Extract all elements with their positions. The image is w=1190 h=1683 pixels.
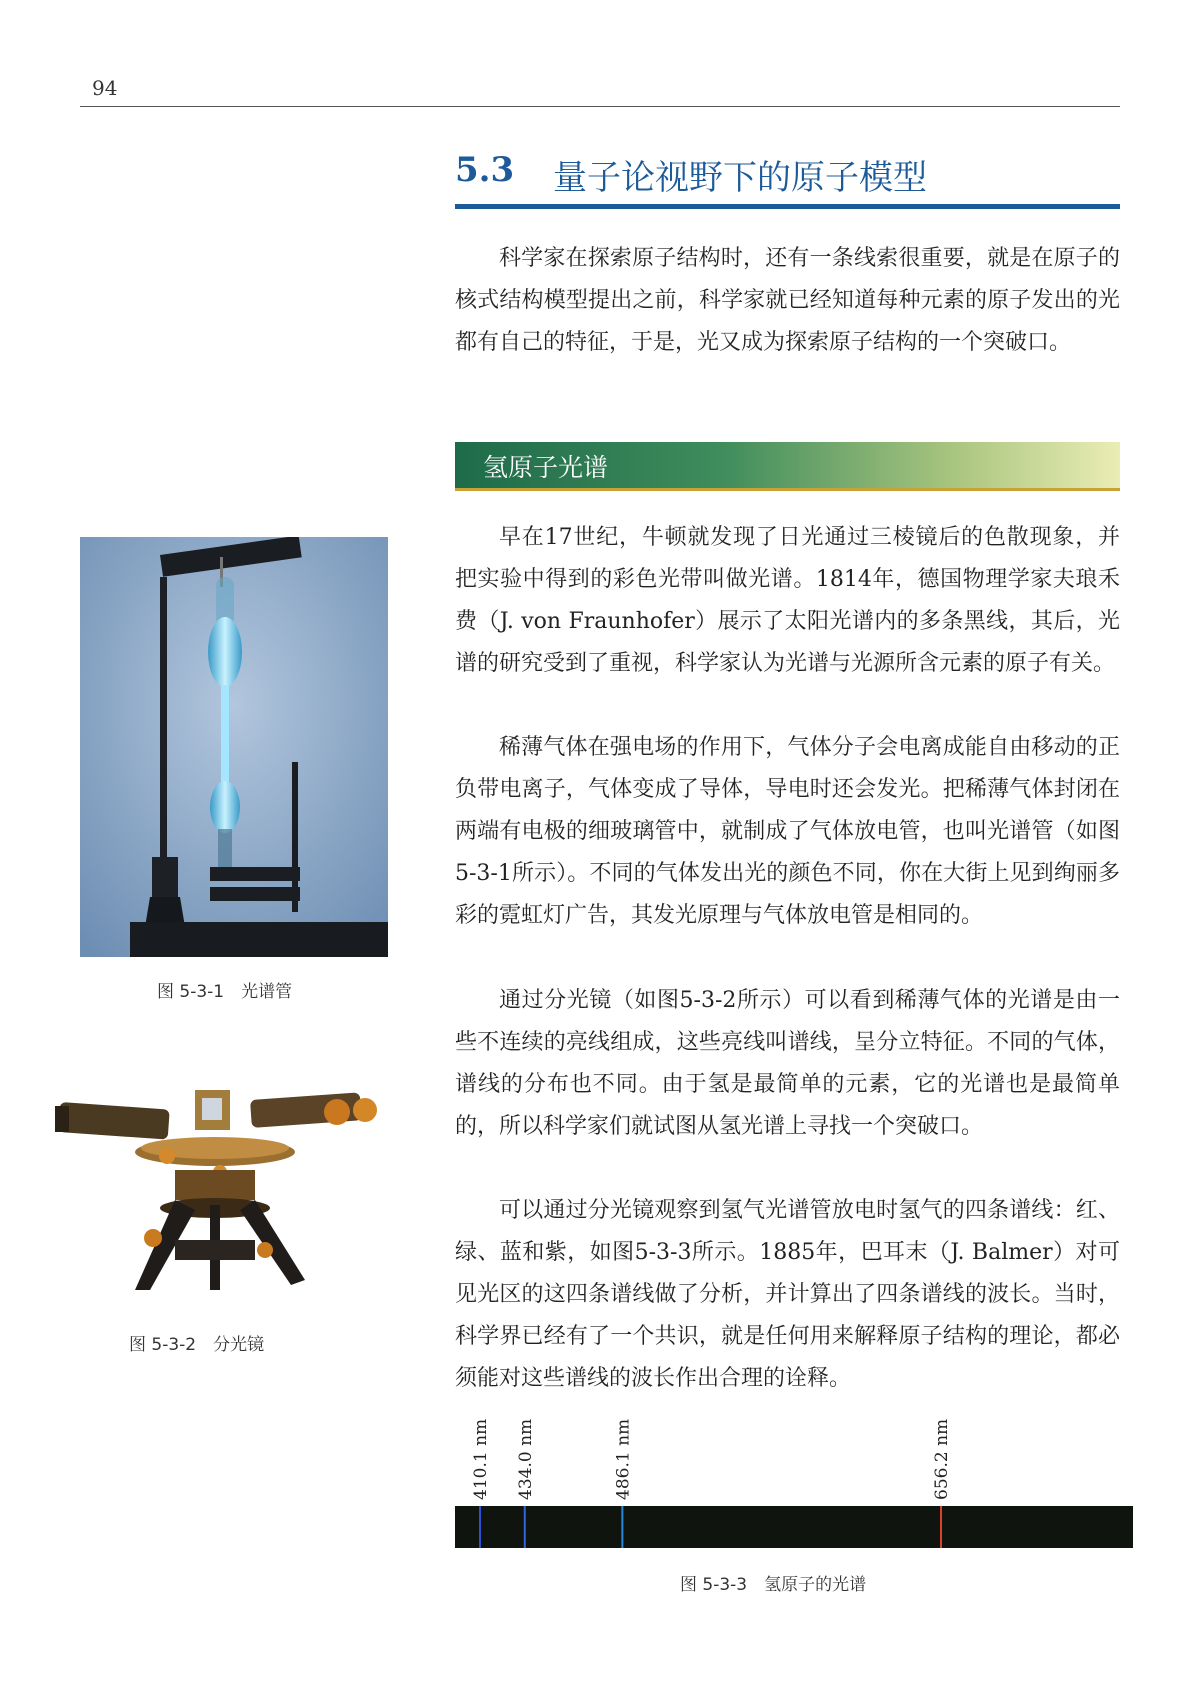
subsection-underline <box>455 488 1120 491</box>
section-heading <box>455 148 1120 208</box>
body-paragraph-1: 早在17世纪，牛顿就发现了日光通过三棱镜后的色散现象，并把实验中得到的彩色光带叫做光谱。1814年，德国物理学家夫琅禾费（J. von Fraunhofer）展示了太阳光谱内的多条黑线，其后，光谱的研究受到了重视，科学家认为光谱与光源所含元素的原子有关。 <box>455 525 1120 676</box>
section-number: 5.3 <box>455 150 515 190</box>
subsection-title: 氢原子光谱 <box>483 453 609 482</box>
spectral-line-1 <box>479 1506 481 1548</box>
page-number: 94 <box>92 76 118 100</box>
section-title: 量子论视野下的原子模型 <box>553 158 927 198</box>
spectroscope-photo <box>55 1090 385 1315</box>
spectrum-tube-illustration <box>80 537 388 957</box>
body-paragraph-3: 通过分光镜（如图5-3-2所示）可以看到稀薄气体的光谱是由一些不连续的亮线组成，这些亮线叫谱线，呈分立特征。不同的气体，谱线的分布也不同。由于氢是最简单的元素，它的光谱也是最简单的，所以科学家们就试图从氢光谱上寻找一个突破口。 <box>455 988 1120 1139</box>
spectral-line-label-4: 656.2 nm <box>932 1418 952 1500</box>
spectral-line-3 <box>621 1506 623 1548</box>
intro-paragraph: 科学家在探索原子结构时，还有一条线索很重要，就是在原子的核式结构模型提出之前，科学家就已经知道每种元素的原子发出的光都有自己的特征，于是，光又成为探索原子结构的一个突破口。 <box>455 246 1120 355</box>
body-paragraph-2: 稀薄气体在强电场的作用下，气体分子会电离成能自由移动的正负带电离子，气体变成了导体，导电时还会发光。把稀薄气体封闭在两端有电极的细玻璃管中，就制成了气体放电管，也叫光谱管（如图5-3-1所示）。不同的气体发出光的颜色不同，你在大街上见到绚丽多彩的霓虹灯广告，其发光原理与气体放电管是相同的。 <box>455 735 1120 928</box>
hydrogen-spectrum-figure <box>455 1412 1133 1552</box>
spectrum-band <box>455 1506 1133 1548</box>
figure-2-caption: 图 5-3-2 分光镜 <box>129 1335 265 1355</box>
body-paragraph-4: 可以通过分光镜观察到氢气光谱管放电时氢气的四条谱线：红、绿、蓝和紫，如图5-3-3所示。1885年，巴耳末（J. Balmer）对可见光区的这四条谱线做了分析，并计算出了四条谱线的波长。当时，科学界已经有了一个共识，就是任何用来解释原子结构的理论，都必须能对这些谱线的波长作出合理的诠释。 <box>455 1198 1120 1391</box>
subsection-heading <box>455 442 1120 488</box>
spectral-line-label-3: 486.1 nm <box>613 1418 634 1500</box>
spectroscope-illustration <box>55 1090 385 1315</box>
spectral-line-2 <box>524 1506 526 1548</box>
spectral-line-label-1: 410.1 nm <box>471 1418 491 1500</box>
hydrogen-spectrum-chart <box>455 1412 1133 1552</box>
header-divider <box>80 106 1120 107</box>
figure-3-caption: 图 5-3-3 氢原子的光谱 <box>680 1575 867 1595</box>
figure-1-caption: 图 5-3-1 光谱管 <box>157 982 293 1002</box>
spectral-line-4 <box>940 1506 942 1548</box>
spectrum-tube-photo <box>80 537 388 957</box>
spectral-line-label-2: 434.0 nm <box>515 1418 536 1500</box>
section-underline <box>455 204 1120 209</box>
